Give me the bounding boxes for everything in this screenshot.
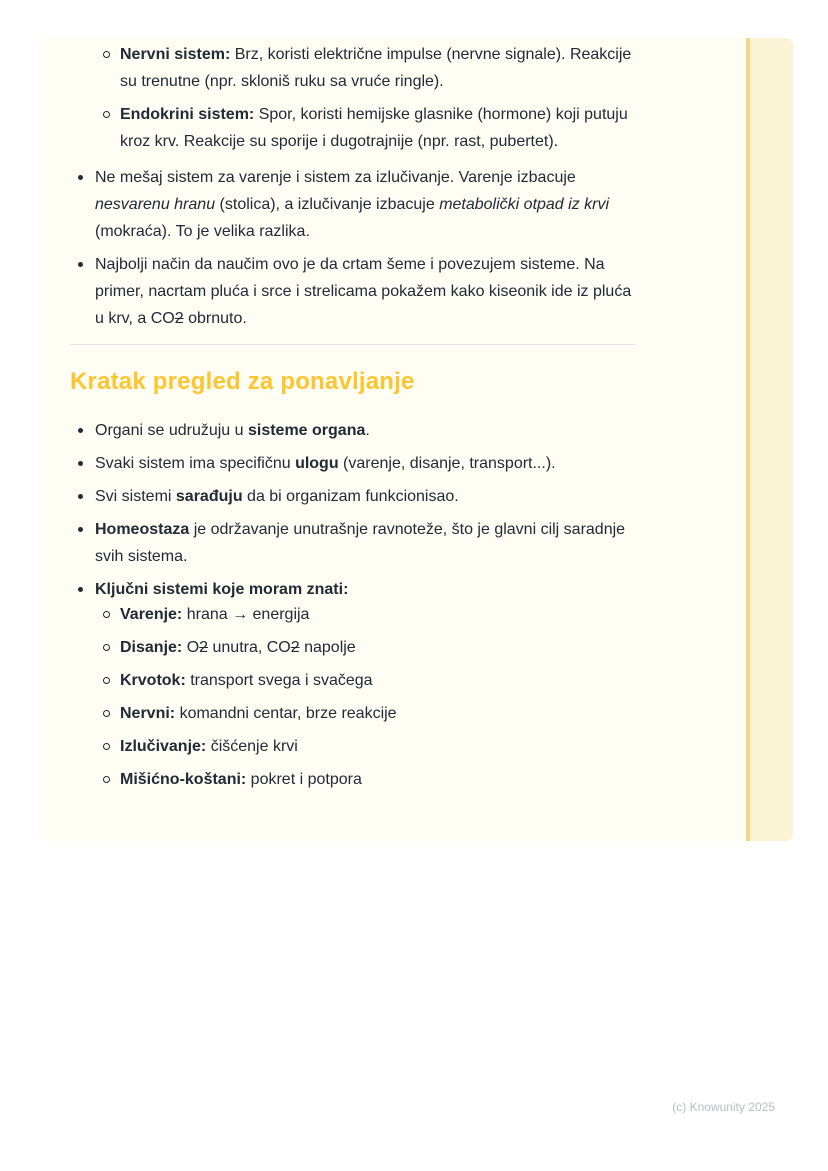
text-segment: (stolica), a izlučivanje izbacuje [215, 196, 440, 213]
text-segment: Najbolji način da naučim ovo je da crtam šeme i povezujem sisteme. Na primer, nacrtam pluća i srce i strelicama pokažem kako kiseonik ide iz pluća u krv, a CO [95, 256, 632, 327]
list-item [95, 634, 636, 661]
circle-bullet-icon [103, 601, 120, 628]
list-item-text [120, 634, 636, 661]
disc-bullet-icon [78, 576, 95, 603]
text-segment: Krvotok: [120, 672, 186, 689]
text-segment: Mišićno-koštani: [120, 771, 247, 788]
list-item-text [95, 251, 636, 332]
text-segment: 2 [290, 639, 300, 656]
list-item [70, 450, 636, 477]
systems-comparison-sublist [70, 41, 636, 155]
text-segment: (varenje, disanje, transport...). [338, 455, 556, 472]
circle-bullet-icon [103, 634, 120, 661]
decorative-stripe [746, 38, 793, 841]
notes-content [70, 41, 636, 805]
text-segment: Spor, koristi hemijske glasnike (hormone) koji putuju kroz krv. Reakcije su sporije i dugotrajnije (npr. rast, pubertet). [120, 106, 628, 150]
list-item-body [95, 576, 636, 799]
text-segment: transport svega i svačega [185, 672, 373, 689]
text-segment: da bi organizam funkcionisao. [242, 488, 459, 505]
disc-bullet-icon [78, 450, 95, 477]
list-item [95, 601, 636, 628]
notes-card [38, 38, 793, 841]
text-segment: Izlučivanje: [120, 738, 207, 755]
text-segment: napolje [299, 639, 356, 656]
list-item [70, 164, 636, 245]
disc-bullet-icon [78, 164, 95, 191]
text-segment: komandni centar, brze reakcije [175, 705, 397, 722]
text-segment: O [182, 639, 200, 656]
circle-bullet-icon [103, 41, 120, 68]
review-summary-list [70, 417, 636, 799]
circle-bullet-icon [103, 101, 120, 128]
list-item-text [120, 700, 636, 727]
text-segment: Ne mešaj sistem za varenje i sistem za izlučivanje. Varenje izbacuje [95, 169, 576, 186]
list-item-text [95, 164, 636, 245]
text-segment: pokret i potpora [246, 771, 362, 788]
text-segment: (mokraća). To je velika razlika. [95, 223, 310, 240]
disc-bullet-icon [78, 417, 95, 444]
text-segment: je održavanje unutrašnje ravnoteže, što je glavni cilj saradnje svih sistema. [95, 521, 626, 565]
list-item [70, 41, 636, 95]
text-segment: Svi sistemi [95, 488, 176, 505]
text-segment: ulogu [295, 455, 339, 472]
list-item-key-systems [70, 576, 636, 799]
key-systems-sublist [95, 601, 636, 799]
text-segment: Nervni: [120, 705, 176, 722]
text-segment: Brz, koristi električne impulse (nervne signale). Reakcije su trenutne (npr. skloniš ruku sa vruće ringle). [120, 46, 632, 90]
text-segment: . [365, 422, 370, 439]
list-item [95, 700, 636, 727]
text-segment: čišćenje krvi [206, 738, 298, 755]
list-item [95, 766, 636, 793]
circle-bullet-icon [103, 733, 120, 760]
list-item-text [120, 601, 636, 628]
circle-bullet-icon [103, 766, 120, 793]
text-segment: obrnuto. [183, 310, 247, 327]
text-segment: Homeostaza [95, 521, 190, 538]
list-item [70, 516, 636, 570]
disc-bullet-icon [78, 483, 95, 510]
list-item-text [120, 101, 636, 155]
text-segment: 2 [174, 310, 184, 327]
circle-bullet-icon [103, 700, 120, 727]
text-segment: Svaki sistem ima specifičnu [95, 455, 296, 472]
copyright-footer: (c) Knowunity 2025 [672, 1100, 775, 1114]
list-item-text [120, 766, 636, 793]
text-segment: Nervni sistem: [120, 46, 231, 63]
study-notes-list [70, 164, 636, 332]
text-segment: unutra, CO [208, 639, 291, 656]
text-segment: sarađuju [175, 488, 243, 505]
section-heading: Kratak pregled za ponavljanje [70, 368, 415, 395]
list-item [70, 417, 636, 444]
list-item [95, 667, 636, 694]
text-segment: metabolički otpad iz krvi [439, 196, 610, 213]
list-item [95, 733, 636, 760]
list-item [70, 483, 636, 510]
text-segment: hrana → energija [182, 606, 310, 623]
list-item-text [95, 417, 636, 444]
list-item-text [120, 733, 636, 760]
list-item-text [95, 576, 636, 603]
list-item [70, 101, 636, 155]
text-segment: Varenje: [120, 606, 183, 623]
text-segment: Endokrini sistem: [120, 106, 255, 123]
list-item-text [120, 667, 636, 694]
disc-bullet-icon [78, 516, 95, 543]
disc-bullet-icon [78, 251, 95, 278]
section-divider [70, 344, 636, 345]
circle-bullet-icon [103, 667, 120, 694]
text-segment: sisteme organa [247, 422, 366, 439]
list-item-text [95, 483, 636, 510]
list-item-text [95, 516, 636, 570]
text-segment: Disanje: [120, 639, 183, 656]
text-segment: nesvarenu hranu [95, 196, 216, 213]
text-segment: Organi se udružuju u [95, 422, 248, 439]
list-item-text [95, 450, 636, 477]
text-segment: 2 [199, 639, 209, 656]
text-segment: Ključni sistemi koje moram znati: [95, 581, 349, 598]
list-item [70, 251, 636, 332]
list-item-text [120, 41, 636, 95]
